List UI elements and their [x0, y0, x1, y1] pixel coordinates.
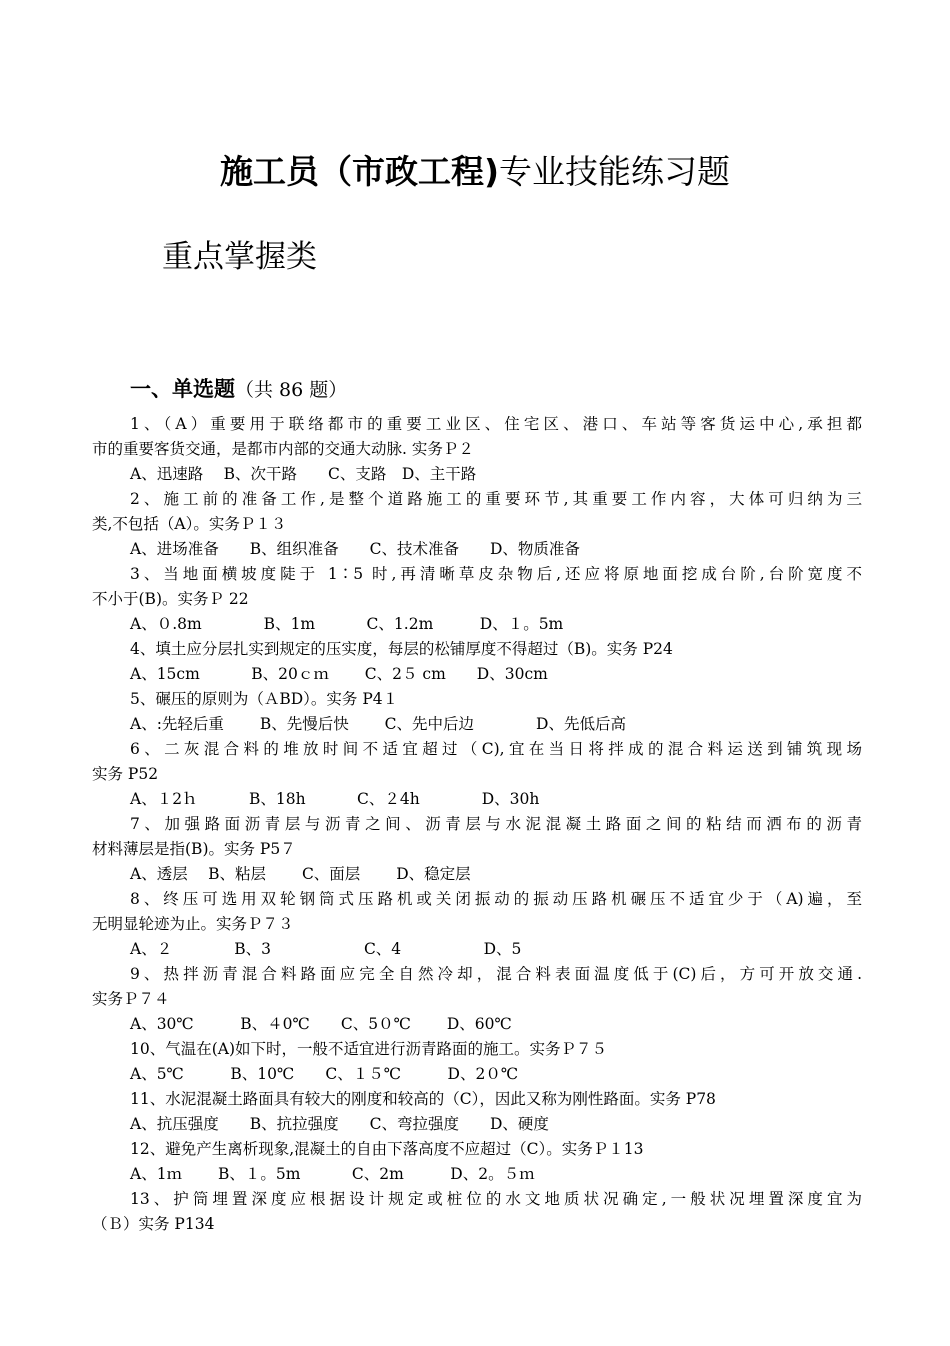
text-line: 类,不包括（A）。实务Ｐ１３: [92, 515, 287, 533]
text-line: A、１2ｈ B、18h C、２4h D、30h: [130, 790, 540, 808]
text-line: 3、当地面横坡度陡于 1∶5 时,再清晰草皮杂物后,还应将原地面挖成台阶,台阶宽度不: [130, 565, 862, 583]
text-line: A、２ B、3 C、4 D、5: [130, 940, 522, 958]
text-line: 2、施工前的准备工作,是整个道路施工的重要环节,其重要工作内容，大体可归纳为三: [130, 490, 862, 508]
text-line: A、5℃ B、10℃ C、１５℃ D、2０℃: [130, 1065, 519, 1083]
text-line: A、０.8m B、1m C、1.2m D、１。5m: [130, 615, 564, 633]
text-line: 13、护筒埋置深度应根据设计规定或桩位的水文地质状况确定,一般状况埋置深度宜为: [130, 1190, 862, 1208]
text-line: A、30℃ B、４0℃ C、5０℃ D、60℃: [130, 1015, 512, 1033]
text-line: A、:先轻后重 B、先慢后快 C、先中后边 D、先低后高: [130, 715, 626, 733]
page-title-rest: 专业技能练习题: [499, 152, 731, 191]
text-line: 8、终压可选用双轮钢筒式压路机或关闭振动的振动压路机碾压不适宜少于（A)遍，至: [130, 890, 862, 908]
text-line: 实务 P52: [92, 765, 159, 783]
text-line: 7、加强路面沥青层与沥青之间、沥青层与水泥混凝土路面之间的粘结而洒布的沥青: [130, 815, 862, 833]
text-line: 实务Ｐ７４: [92, 990, 170, 1008]
section-heading-count: （共 86 题）: [235, 379, 348, 401]
text-line: A、迅速路 B、次干路 C、支路 D、主干路: [130, 465, 477, 483]
text-line: 11、水泥混凝土路面具有较大的刚度和较高的（C），因此又称为刚性路面。实务 P78: [130, 1090, 716, 1108]
text-line: 12、避免产生离析现象,混凝土的自由下落高度不应超过（C）。实务Ｐ１13: [130, 1140, 644, 1158]
text-line: A、1ｍ B、１。5m C、2m D、2。５ｍ: [130, 1165, 535, 1183]
text-line: 材料薄层是指(B)。实务 P5７: [92, 840, 296, 858]
text-line: A、抗压强度 B、抗拉强度 C、弯拉强度 D、硬度: [130, 1115, 549, 1133]
text-line: 市的重要客货交通，是都市内部的交通大动脉. 实务Ｐ２: [92, 440, 474, 458]
text-line: 9、热拌沥青混合料路面应完全自然冷却，混合料表面温度低于(C)后，方可开放交通.: [130, 965, 862, 983]
section-heading-label: 一、单选题: [130, 377, 235, 401]
text-line: （Ｂ）实务 P134: [92, 1215, 215, 1233]
question-list: [92, 412, 862, 1237]
text-line: 5、碾压的原则为（ＡBD）。实务 P4１: [130, 690, 399, 708]
page-title: [0, 150, 950, 194]
text-line: A、进场准备 B、组织准备 C、技术准备 D、物质准备: [130, 540, 580, 558]
subheading: 重点掌握类: [162, 239, 317, 275]
text-line: 6、二灰混合料的堆放时间不适宜超过（C),宜在当日将拌成的混合料运送到铺筑现场: [130, 740, 862, 758]
text-line: A、透层 B、粘层 C、面层 D、稳定层: [130, 865, 471, 883]
text-line: 10、气温在(A)如下时，一般不适宜进行沥青路面的施工。实务Ｐ７５: [130, 1040, 608, 1058]
text-line: 4、填土应分层扎实到规定的压实度，每层的松铺厚度不得超过（B)。实务 P24: [130, 640, 673, 658]
page-title-bold: 施工员（市政工程): [219, 152, 500, 191]
text-line: A、15cm B、20ｃｍ C、2５ cm D、30cm: [130, 665, 548, 683]
section-heading: [130, 374, 347, 405]
text-line: 1、（A）重要用于联络都市的重要工业区、住宅区、港口、车站等客货运中心,承担都: [130, 415, 862, 433]
text-line: 无明显轮迹为止。实务Ｐ７３: [92, 915, 294, 933]
text-line: 不小于(B)。实务Ｐ 22: [92, 590, 249, 608]
